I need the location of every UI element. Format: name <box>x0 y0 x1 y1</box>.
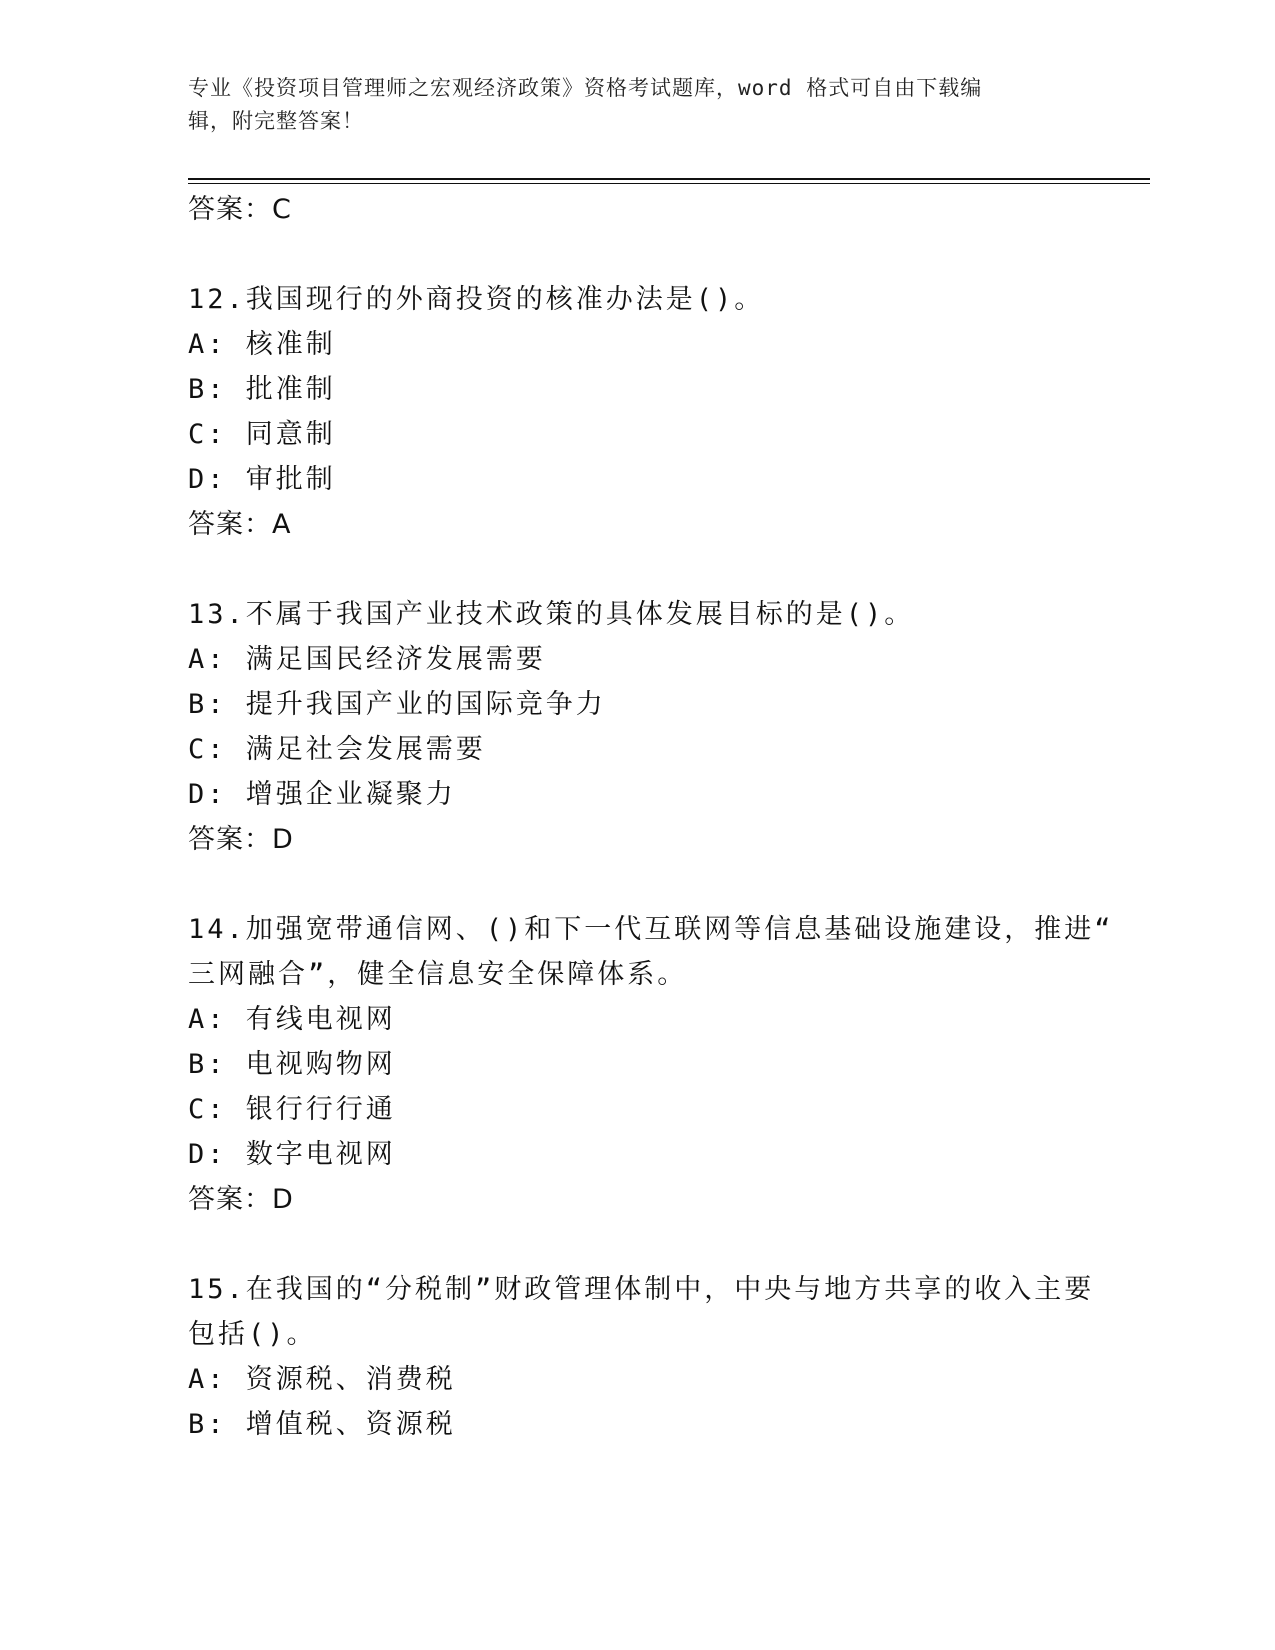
header-divider-thick <box>188 178 1150 180</box>
header-line-2: 辑，附完整答案！ <box>188 109 364 133</box>
question-12-option-b: B: 批准制 <box>188 374 336 405</box>
question-13-option-d: D: 增强企业凝聚力 <box>188 779 456 810</box>
question-13-text: 13.不属于我国产业技术政策的具体发展目标的是()。 <box>188 599 915 630</box>
question-14-option-a: A: 有线电视网 <box>188 1004 396 1035</box>
question-15-option-b: B: 增值税、资源税 <box>188 1409 456 1440</box>
question-15-text-line-1: 15.在我国的“分税制”财政管理体制中，中央与地方共享的收入主要 <box>188 1274 1095 1305</box>
question-12-option-c: C: 同意制 <box>188 419 336 450</box>
question-13-option-b: B: 提升我国产业的国际竞争力 <box>188 689 606 720</box>
document-header <box>188 72 1068 138</box>
question-12-option-a: A: 核准制 <box>188 329 336 360</box>
question-14-text-line-1: 14.加强宽带通信网、()和下一代互联网等信息基础设施建设，推进“ <box>188 914 1114 945</box>
question-13-option-a: A: 满足国民经济发展需要 <box>188 644 546 675</box>
header-divider-thin <box>188 183 1150 184</box>
question-14-answer: 答案：D <box>188 1184 294 1215</box>
question-14-option-b: B: 电视购物网 <box>188 1049 396 1080</box>
previous-answer: 答案：C <box>188 194 292 225</box>
question-13-answer: 答案：D <box>188 824 294 855</box>
question-12-text: 12.我国现行的外商投资的核准办法是()。 <box>188 284 765 315</box>
question-13-option-c: C: 满足社会发展需要 <box>188 734 486 765</box>
header-line-1: 专业《投资项目管理师之宏观经济政策》资格考试题库，word 格式可自由下载编 <box>188 76 983 100</box>
question-14-text-line-2: 三网融合”，健全信息安全保障体系。 <box>188 959 688 990</box>
question-14-option-c: C: 银行行行通 <box>188 1094 396 1125</box>
question-14-option-d: D: 数字电视网 <box>188 1139 396 1170</box>
question-12-option-d: D: 审批制 <box>188 464 336 495</box>
question-15-option-a: A: 资源税、消费税 <box>188 1364 456 1395</box>
question-15-text-line-2: 包括()。 <box>188 1319 317 1350</box>
question-12-answer: 答案：A <box>188 509 292 540</box>
